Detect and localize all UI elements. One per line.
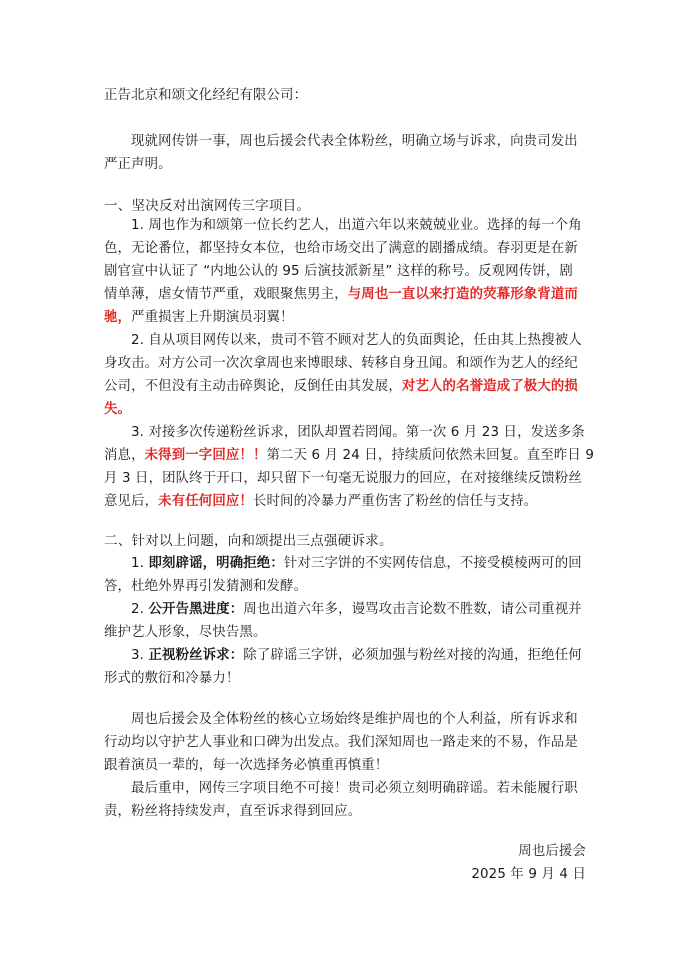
s2-d3-line-1 — [131, 646, 582, 666]
intro-line-2: 严正声明。 — [104, 157, 172, 172]
s1-p3-line-2-text-a: 消息， — [104, 448, 145, 463]
closing-p1-line-1: 周也后援会及全体粉丝的核心立场始终是维护周也的个人利益，所有诉求和 — [131, 712, 578, 727]
s1-p1-line-4 — [104, 285, 578, 305]
s1-p3-line-2-highlight: 未得到一字回应！！ — [144, 448, 267, 463]
s2-d2-line-2: 维护艺人形象，尽快告黑。 — [104, 625, 267, 640]
s1-p3-line-2-text-b: 第二天 6 月 24 日，持续质问依然未回复。直至昨日 9 — [266, 448, 595, 463]
s1-p1-line-4-highlight: 与周也一直以来打造的荧幕形象背道而 — [347, 287, 578, 302]
s1-p2-line-4 — [104, 400, 131, 420]
s1-p3-line-2 — [104, 446, 594, 466]
s2-d2-text: 周也出道六年多，谩骂攻击言论数不胜数，请公司重视并 — [243, 602, 582, 617]
closing-p2-line-1: 最后重申，网传三字项目绝不可接！贵司必须立刻明确辟谣。若未能履行职 — [131, 781, 578, 796]
s1-p2-line-1: 2. 自从项目网传以来，贵司不管不顾对艺人的负面舆论，任由其上热搜被人 — [131, 333, 582, 348]
s2-d2-title: 公开告黑进度： — [148, 602, 244, 617]
closing-p1-line-3: 跟着演员一辈的，每一次选择务必慎重再慎重！ — [104, 758, 389, 773]
s1-p2-line-4-highlight: 失。 — [104, 402, 132, 417]
s1-p3-line-4-text-b: 长时间的冷暴力严重伤害了粉丝的信任与支持。 — [252, 494, 538, 509]
s2-d3-text: 除了辟谣三字饼，必须加强与粉丝对接的沟通，拒绝任何 — [243, 648, 582, 663]
s1-p3-line-4-text-a: 意见后， — [104, 494, 159, 509]
s2-d1-number: 1. — [131, 556, 149, 571]
s2-d2-line-1 — [131, 600, 582, 620]
s1-p1-line-5-text: 严重损害上升期演员羽翼！ — [131, 310, 294, 325]
s1-p2-line-3 — [104, 377, 578, 397]
s2-d1-line-2: 答，杜绝外界再引发猜测和发酵。 — [104, 579, 308, 594]
s1-p3-line-4 — [104, 492, 537, 512]
s2-d3-line-2: 形式的敷衍和冷暴力！ — [104, 671, 240, 686]
s1-p2-line-3-text: 公司，不但没有主动击碎舆论，反倒任由其发展， — [104, 379, 402, 394]
s1-p1-line-1: 1. 周也作为和颂第一位长约艺人，出道六年以来兢兢业业。选择的每一个角 — [131, 218, 582, 233]
s2-d1-line-1 — [131, 554, 582, 574]
section-1-heading: 一、坚决反对出演网传三字项目。 — [104, 198, 311, 214]
s2-d2-number: 2. — [131, 602, 149, 617]
s1-p2-line-3-highlight: 对艺人的名誉造成了极大的损 — [401, 379, 578, 394]
s2-d3-title: 正视粉丝诉求： — [148, 648, 244, 663]
closing-p1-line-2: 行动均以守护艺人事业和口碑为出发点。我们深知周也一路走来的不易，作品是 — [104, 735, 578, 750]
section-2-heading: 二、针对以上问题，向和颂提出三点强硬诉求。 — [104, 533, 393, 549]
s1-p1-line-4-text: 情单薄，虐女情节严重，戏眼聚焦男主， — [104, 287, 348, 302]
closing-p2-line-2: 责，粉丝将持续发声，直至诉求得到回应。 — [104, 804, 362, 819]
s1-p2-line-2: 身攻击。对方公司一次次拿周也来博眼球、转移自身丑闻。和颂作为艺人的经纪 — [104, 356, 578, 371]
s1-p3-line-4-highlight: 未有任何回应！ — [158, 494, 253, 509]
salutation: 正告北京和颂文化经纪有限公司： — [104, 88, 308, 103]
s2-d1-text: 针对三字饼的不实网传信息，不接受模棱两可的回 — [283, 556, 582, 571]
s1-p1-line-5 — [104, 308, 294, 328]
s2-d3-number: 3. — [131, 648, 149, 663]
intro-line-1: 现就网传饼一事，周也后援会代表全体粉丝，明确立场与诉求，向贵司发出 — [131, 134, 578, 149]
s1-p1-line-5-highlight: 驰， — [104, 310, 132, 325]
s1-p1-line-3: 剧官宣中认证了 “内地公认的 95 后演技派新星” 这样的称号。反观网传饼，剧 — [104, 264, 573, 279]
s1-p3-line-1: 3. 对接多次传递粉丝诉求，团队却置若罔闻。第一次 6 月 23 日，发送多条 — [131, 425, 585, 440]
signature-name: 周也后援会 — [518, 844, 586, 859]
s2-d1-title: 即刻辟谣，明确拒绝： — [148, 556, 284, 571]
s1-p1-line-2: 色，无论番位，都坚持女本位，也给市场交出了满意的剧播成绩。春羽更是在新 — [104, 241, 578, 256]
s1-p3-line-3: 月 3 日，团队终于开口，却只留下一句毫无说服力的回应，在对接继续反馈粉丝 — [104, 471, 582, 486]
signature-date: 2025 年 9 月 4 日 — [471, 867, 586, 882]
